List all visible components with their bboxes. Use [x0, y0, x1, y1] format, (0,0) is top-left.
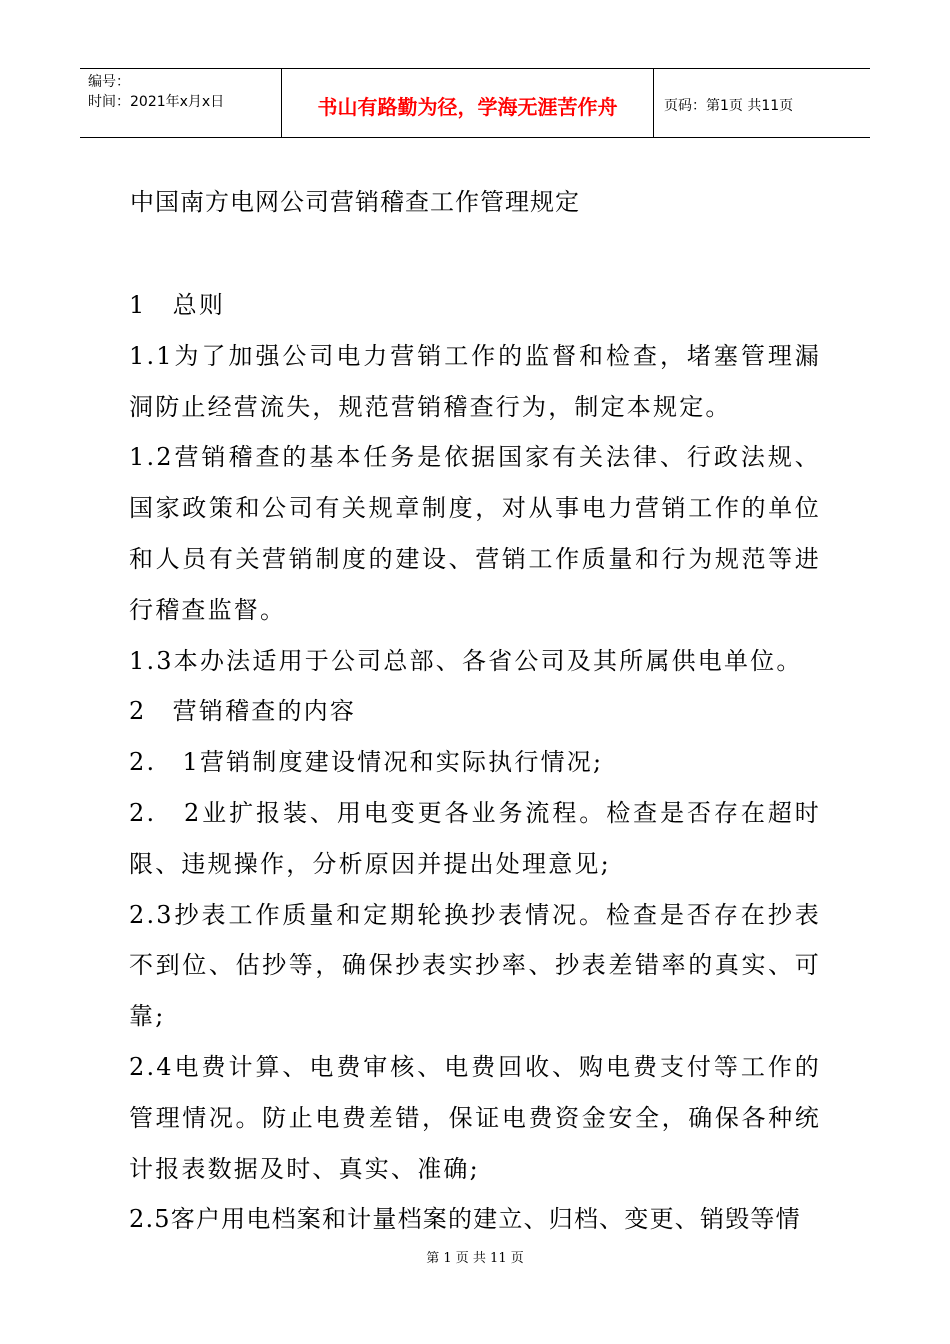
- page-header: [80, 68, 870, 138]
- paragraph-2-1: 2. 1营销制度建设情况和实际执行情况;: [129, 748, 604, 777]
- header-page-info: 页码：第1页 共11页: [664, 98, 794, 114]
- document-body: [129, 280, 821, 1245]
- paragraph-1-1: 1.1为了加强公司电力营销工作的监督和检查，堵塞管理漏洞防止经营流失，规范营销稽查行为，制定本规定。: [129, 341, 821, 421]
- page-footer: 第 1 页 共 11 页: [426, 1251, 524, 1266]
- code-label: 编号：: [88, 74, 130, 90]
- header-motto: 书山有路勤为径，学海无涯苦作舟: [282, 69, 654, 137]
- paragraph-1-3: 1.3本办法适用于公司总部、各省公司及其所属供电单位。: [129, 646, 803, 675]
- document-title: 中国南方电网公司营销稽查工作管理规定: [130, 188, 580, 216]
- paragraph-2-5: 2.5客户用电档案和计量档案的建立、归档、变更、销毁等情: [129, 1205, 801, 1234]
- paragraph-2-3: 2.3抄表工作质量和定期轮换抄表情况。检查是否存在抄表不到位、估抄等，确保抄表实抄率、抄表差错率的真实、可靠;: [129, 900, 821, 1031]
- paragraph-1-2: 1.2营销稽查的基本任务是依据国家有关法律、行政法规、国家政策和公司有关规章制度，对从事电力营销工作的单位和人员有关营销制度的建设、营销工作质量和行为规范等进行稽查监督。: [129, 443, 821, 624]
- section-heading-2: 2 营销稽查的内容: [129, 697, 357, 726]
- paragraph-2-4: 2.4电费计算、电费审核、电费回收、购电费支付等工作的管理情况。防止电费差错，保证电费资金安全，确保各种统计报表数据及时、真实、准确;: [129, 1052, 821, 1183]
- time-label: 时间：2021年x月x日: [88, 94, 225, 110]
- paragraph-2-2: 2. 2业扩报装、用电变更各业务流程。检查是否存在超时限、违规操作，分析原因并提出处理意见;: [129, 798, 821, 878]
- section-heading-1: 1 总则: [129, 291, 226, 319]
- header-meta: [80, 69, 282, 137]
